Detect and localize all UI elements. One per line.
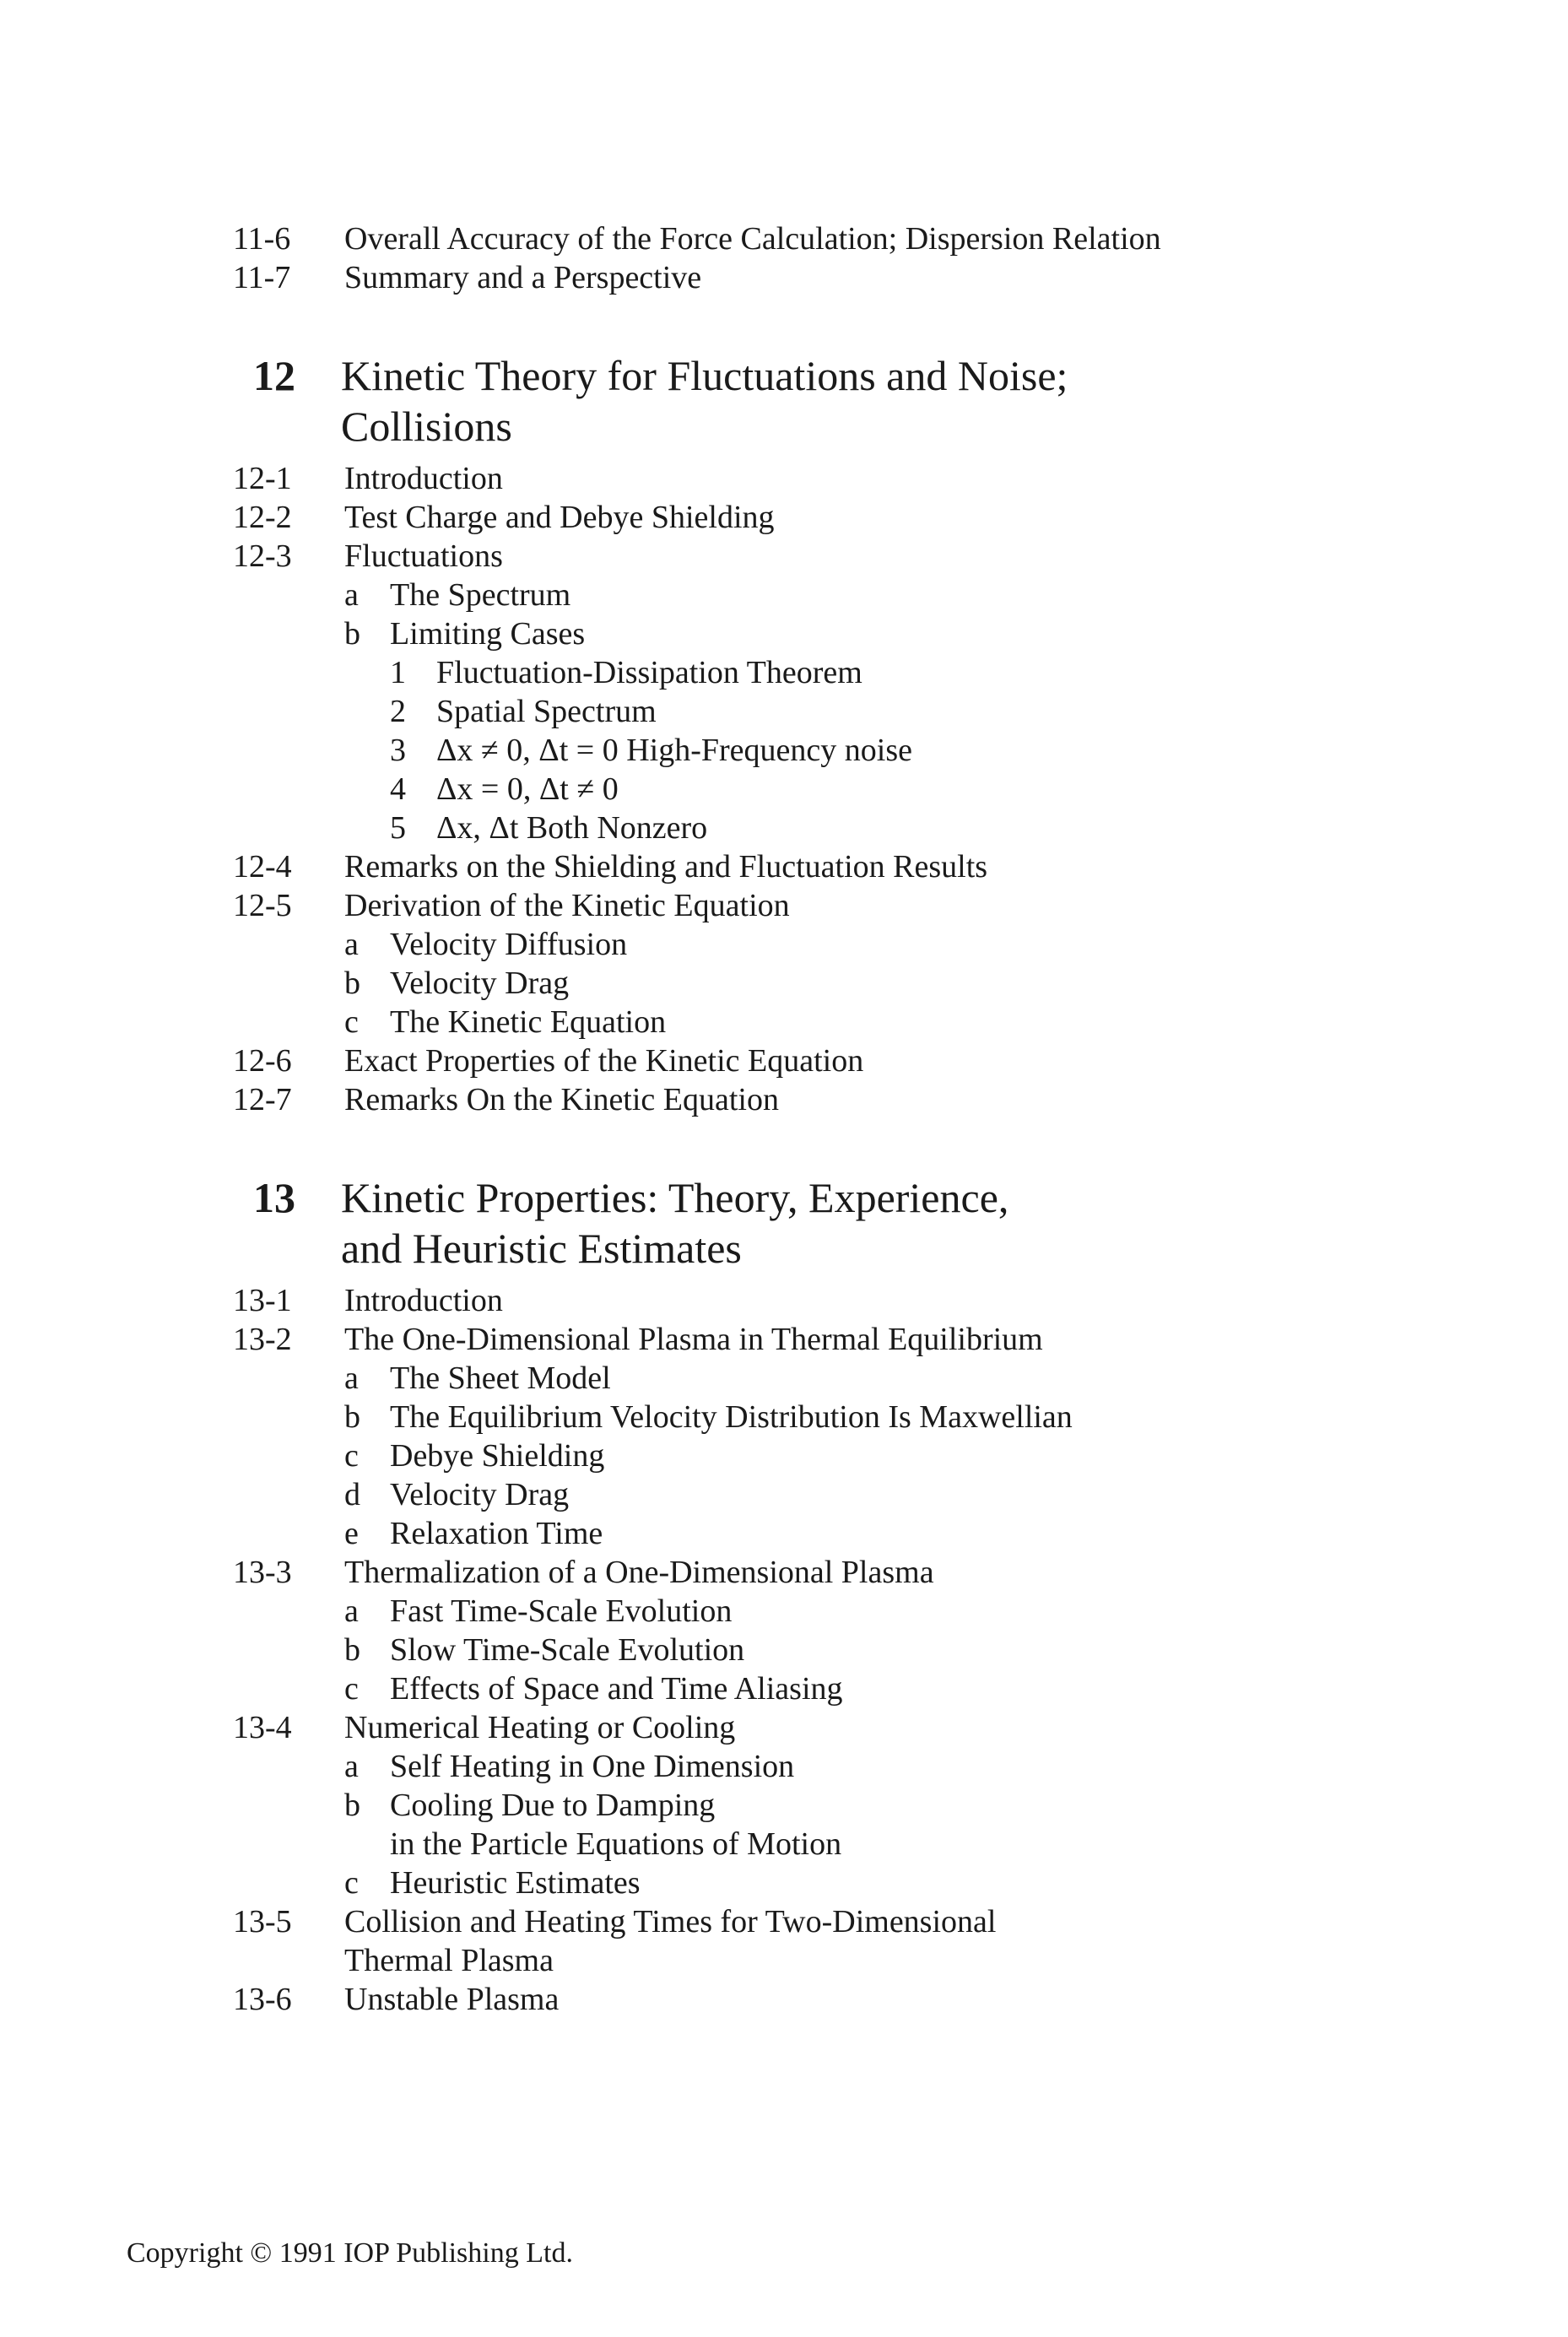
section-number: 13-5 <box>233 1904 292 1939</box>
subsubsection-title: Fluctuation-Dissipation Theorem <box>436 655 862 690</box>
subsubsection-number: 5 <box>390 810 406 846</box>
subsubsection-number: 1 <box>390 655 406 690</box>
subsection-title: Limiting Cases <box>390 616 586 652</box>
subsection-title: The Spectrum <box>390 577 571 613</box>
subsubsection-number: 4 <box>390 771 406 807</box>
section-number: 12-7 <box>233 1082 292 1117</box>
subsection-title: Slow Time-Scale Evolution <box>390 1632 745 1668</box>
subsection-title: The Kinetic Equation <box>390 1004 667 1040</box>
subsection-letter: b <box>344 616 360 652</box>
subsection-title: Debye Shielding <box>390 1438 605 1474</box>
chapter-title-line-2: and Heuristic Estimates <box>341 1225 742 1272</box>
section-title: Introduction <box>344 1283 503 1318</box>
subsection-title: Velocity Drag <box>390 1477 570 1512</box>
section-title: Collision and Heating Times for Two-Dimensional <box>344 1904 997 1939</box>
section-title: Unstable Plasma <box>344 1982 560 2017</box>
subsection-title-continued: in the Particle Equations of Motion <box>390 1826 842 1862</box>
subsection-title: Effects of Space and Time Aliasing <box>390 1671 843 1707</box>
section-title-continued: Thermal Plasma <box>344 1943 554 1978</box>
subsection-title: The Sheet Model <box>390 1361 611 1396</box>
subsection-title: Velocity Diffusion <box>390 927 628 962</box>
section-title: Fluctuations <box>344 538 503 574</box>
section-number: 13-1 <box>233 1283 292 1318</box>
subsection-title: Velocity Drag <box>390 966 570 1001</box>
subsection-letter: a <box>344 1749 359 1784</box>
subsection-title: Relaxation Time <box>390 1516 603 1551</box>
chapter-title-line-1: Kinetic Theory for Fluctuations and Noise; <box>341 352 1068 399</box>
subsection-letter: a <box>344 577 359 613</box>
chapter-title-line-2: Collisions <box>341 403 512 450</box>
chapter-number: 13 <box>253 1174 295 1221</box>
section-number: 12-4 <box>233 849 292 884</box>
subsection-title: Cooling Due to Damping <box>390 1788 716 1823</box>
section-number: 12-3 <box>233 538 292 574</box>
subsection-letter: a <box>344 1361 359 1396</box>
chapter-number: 12 <box>253 352 295 399</box>
subsection-title: Fast Time-Scale Evolution <box>390 1593 733 1629</box>
section-number: 11-7 <box>233 260 291 295</box>
subsection-title: Heuristic Estimates <box>390 1865 641 1901</box>
section-number: 12-6 <box>233 1043 292 1079</box>
section-number: 13-6 <box>233 1982 292 2017</box>
section-number: 13-2 <box>233 1322 292 1357</box>
subsubsection-title: Δx ≠ 0, Δt = 0 High-Frequency noise <box>436 733 912 768</box>
section-number: 11-6 <box>233 221 291 257</box>
subsection-letter: c <box>344 1865 359 1901</box>
subsection-title: Self Heating in One Dimension <box>390 1749 795 1784</box>
section-title: Numerical Heating or Cooling <box>344 1710 736 1745</box>
section-title: Thermalization of a One-Dimensional Plasma <box>344 1555 934 1590</box>
section-number: 13-4 <box>233 1710 292 1745</box>
subsubsection-title: Δx, Δt Both Nonzero <box>436 810 708 846</box>
section-title: Summary and a Perspective <box>344 260 702 295</box>
subsection-letter: c <box>344 1671 359 1707</box>
subsection-title: The Equilibrium Velocity Distribution Is Maxwellian <box>390 1399 1073 1435</box>
subsection-letter: c <box>344 1004 359 1040</box>
section-title: Derivation of the Kinetic Equation <box>344 888 790 923</box>
subsection-letter: b <box>344 966 360 1001</box>
section-title: The One-Dimensional Plasma in Thermal Equilibrium <box>344 1322 1043 1357</box>
section-number: 13-3 <box>233 1555 292 1590</box>
section-title: Exact Properties of the Kinetic Equation <box>344 1043 864 1079</box>
section-title: Remarks On the Kinetic Equation <box>344 1082 779 1117</box>
subsection-letter: a <box>344 927 359 962</box>
section-number: 12-1 <box>233 461 292 496</box>
copyright-notice: Copyright © 1991 IOP Publishing Ltd. <box>127 2237 573 2269</box>
subsection-letter: d <box>344 1477 360 1512</box>
subsubsection-title: Δx = 0, Δt ≠ 0 <box>436 771 619 807</box>
subsection-letter: e <box>344 1516 359 1551</box>
subsection-letter: b <box>344 1632 360 1668</box>
subsubsection-number: 3 <box>390 733 406 768</box>
subsubsection-title: Spatial Spectrum <box>436 694 657 729</box>
section-number: 12-2 <box>233 500 292 535</box>
subsection-letter: c <box>344 1438 359 1474</box>
section-title: Overall Accuracy of the Force Calculation; Dispersion Relation <box>344 221 1161 257</box>
subsection-letter: b <box>344 1788 360 1823</box>
subsection-letter: b <box>344 1399 360 1435</box>
section-title: Remarks on the Shielding and Fluctuation Results <box>344 849 988 884</box>
section-title: Test Charge and Debye Shielding <box>344 500 775 535</box>
chapter-title-line-1: Kinetic Properties: Theory, Experience, <box>341 1174 1009 1221</box>
section-title: Introduction <box>344 461 503 496</box>
subsection-letter: a <box>344 1593 359 1629</box>
section-number: 12-5 <box>233 888 292 923</box>
subsubsection-number: 2 <box>390 694 406 729</box>
